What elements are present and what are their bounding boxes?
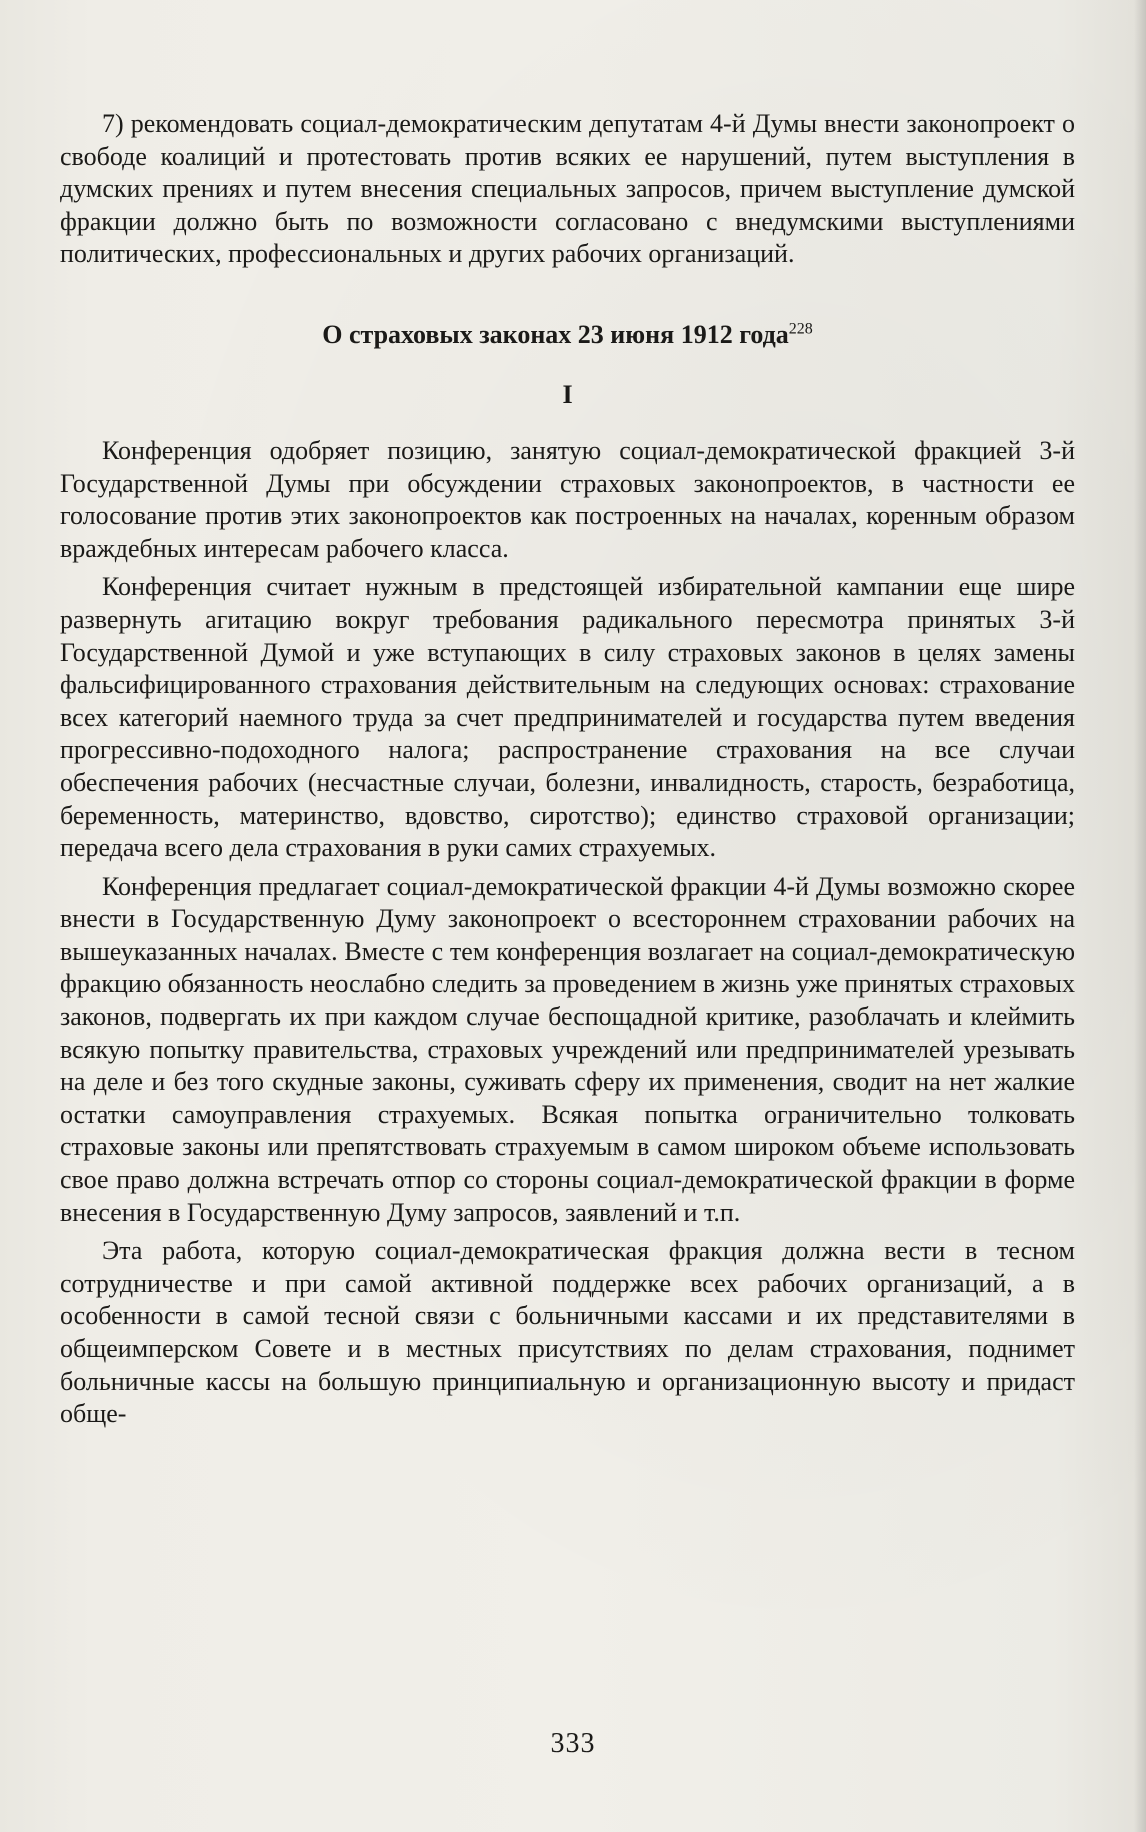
section-heading [60,319,1075,351]
page-text-block [60,108,1075,1431]
intro-paragraph: 7) рекомендовать социал-демократическим депутатам 4-й Думы внести законопроект о свободе коалиций и протестовать против всяких ее нарушений, путем выступления в думских прениях и путем внесения специальных запросов, причем выступление думской фракции должно быть по возможности согласовано с внедумскими выступлениями политических, профессиональных и других рабочих организаций. [60,109,1075,269]
body-paragraph: Конференция предлагает социал-демократической фракции 4-й Думы возможно скорее внести в Государственную Думу законопроект о всестороннем страховании рабочих на вышеуказанных началах. Вместе с тем конференция возлагает на социал-демократическую фракцию обязанность неослабно следить за проведением в жизнь уже принятых страховых законов, подвергать их при каждом случае беспощадной критике, разоблачать и клеймить всякую попытку правительства, страховых учреждений или предпринимателей урезывать на деле и без того скудные законы, суживать сферу их применения, сводит на нет жалкие остатки самоуправления страхуемых. Всякая попытка ограничительно толковать страховые законы или препятствовать страхуемым в самом широком объеме использовать свое право должна встречать отпор со стороны социал-демократической фракции в форме внесения в Государственную Думу запросов, заявлений и т.п. [60,871,1075,1227]
page-edge-shadow [1134,0,1146,1832]
body-paragraph: Конференция одобряет позицию, занятую социал-демократической фракцией 3-й Государственной Думы при обсуждении страховых законопроектов, в частности ее голосование против этих законопроектов как построенных на началах, коренным образом враждебных интересам рабочего класса. [60,435,1075,563]
body-paragraph: Эта работа, которую социал-демократическая фракция должна вести в тесном сотрудничестве и при самой активной поддержке всех рабочих организаций, а в особенности в самой тесной связи с больничными кассами и их представителями в общеимперском Совете и в местных присутствиях по делам страхования, поднимет больничные кассы на большую принципиальную и организационную высоту и придаст обще- [60,1236,1075,1429]
section-heading-text: О страховых законах 23 июня 1912 года [322,319,789,349]
page-number: 333 [550,1728,596,1759]
footnote-reference: 228 [788,320,813,338]
section-number: I [562,379,573,409]
body-paragraph: Конференция считает нужным в предстоящей избирательной кампании еще шире развернуть агитацию вокруг требования радикального пересмотра принятых 3-й Государственной Думой и уже вступающих в силу страховых законов в целях замены фальсифицированного страхования действительным на следующих основах: страхование всех категорий наемного труда за счет предпринимателей и государства путем введения прогрессивно-подоходного налога; распространение страхования на все случаи обеспечения рабочих (несчастные случаи, болезни, инвалидность, старость, безработица, беременность, материнство, вдовство, сиротство); единство страховой организации; передача всего дела страхования в руки самих страхуемых. [60,572,1075,863]
